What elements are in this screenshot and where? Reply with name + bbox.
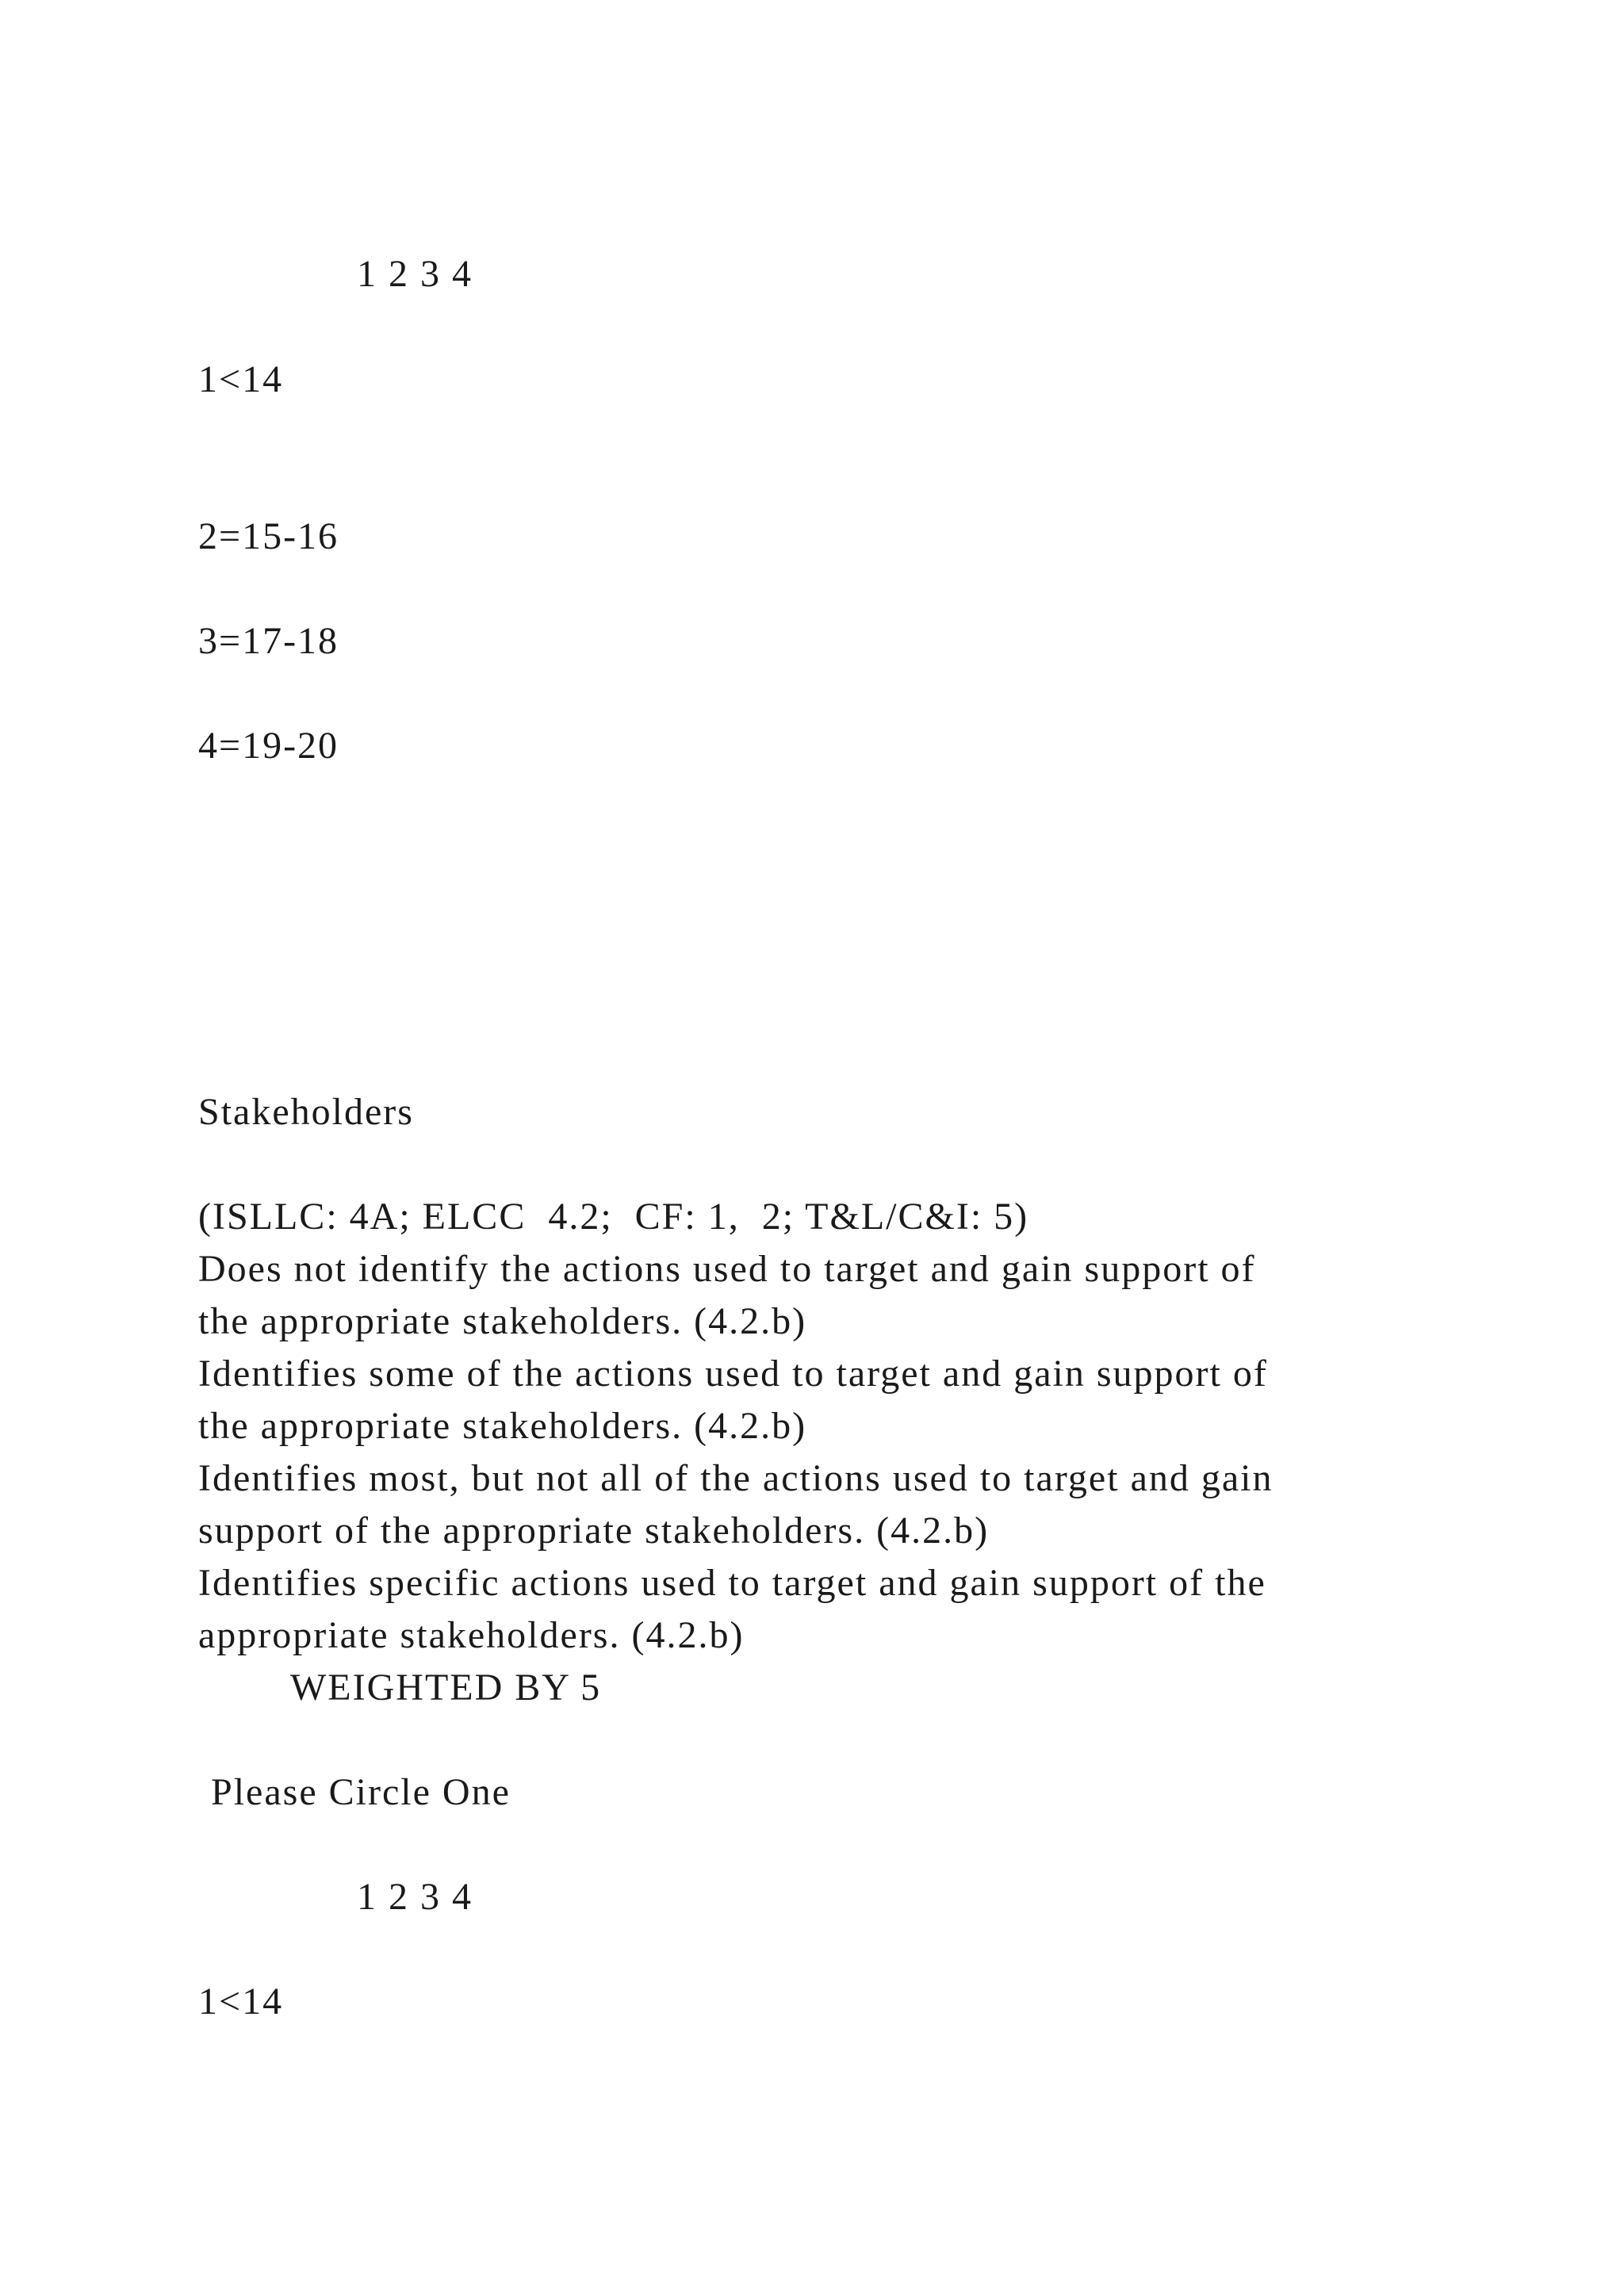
rating-scale: 1 2 3 4 bbox=[357, 253, 473, 295]
score-range-4: 4=19-20 bbox=[198, 725, 339, 767]
descriptor-line: the appropriate stakeholders. (4.2.b) bbox=[198, 1405, 807, 1447]
weight-label: WEIGHTED BY 5 bbox=[290, 1667, 602, 1709]
descriptor-line: Identifies specific actions used to target and gain support of the bbox=[198, 1562, 1266, 1604]
criterion-standards: (ISLLC: 4A; ELCC 4.2; CF: 1, 2; T&L/C&I: 5) bbox=[198, 1196, 1029, 1238]
descriptor-line: Identifies some of the actions used to target and gain support of bbox=[198, 1353, 1268, 1395]
rating-scale: 1 2 3 4 bbox=[357, 1876, 473, 1918]
score-range-2: 2=15-16 bbox=[198, 515, 339, 557]
descriptor-line: appropriate stakeholders. (4.2.b) bbox=[198, 1614, 745, 1656]
criterion-title: Stakeholders bbox=[198, 1091, 414, 1133]
descriptor-line: Does not identify the actions used to target and gain support of bbox=[198, 1248, 1256, 1290]
descriptor-line: the appropriate stakeholders. (4.2.b) bbox=[198, 1300, 807, 1342]
score-range-1: 1<14 bbox=[198, 358, 284, 400]
score-range-1: 1<14 bbox=[198, 1980, 284, 2022]
score-range-3: 3=17-18 bbox=[198, 620, 339, 662]
descriptor-line: Identifies most, but not all of the actions used to target and gain bbox=[198, 1457, 1274, 1499]
descriptor-line: support of the appropriate stakeholders. (4.2.b) bbox=[198, 1510, 990, 1552]
circle-instruction: Please Circle One bbox=[211, 1771, 511, 1813]
